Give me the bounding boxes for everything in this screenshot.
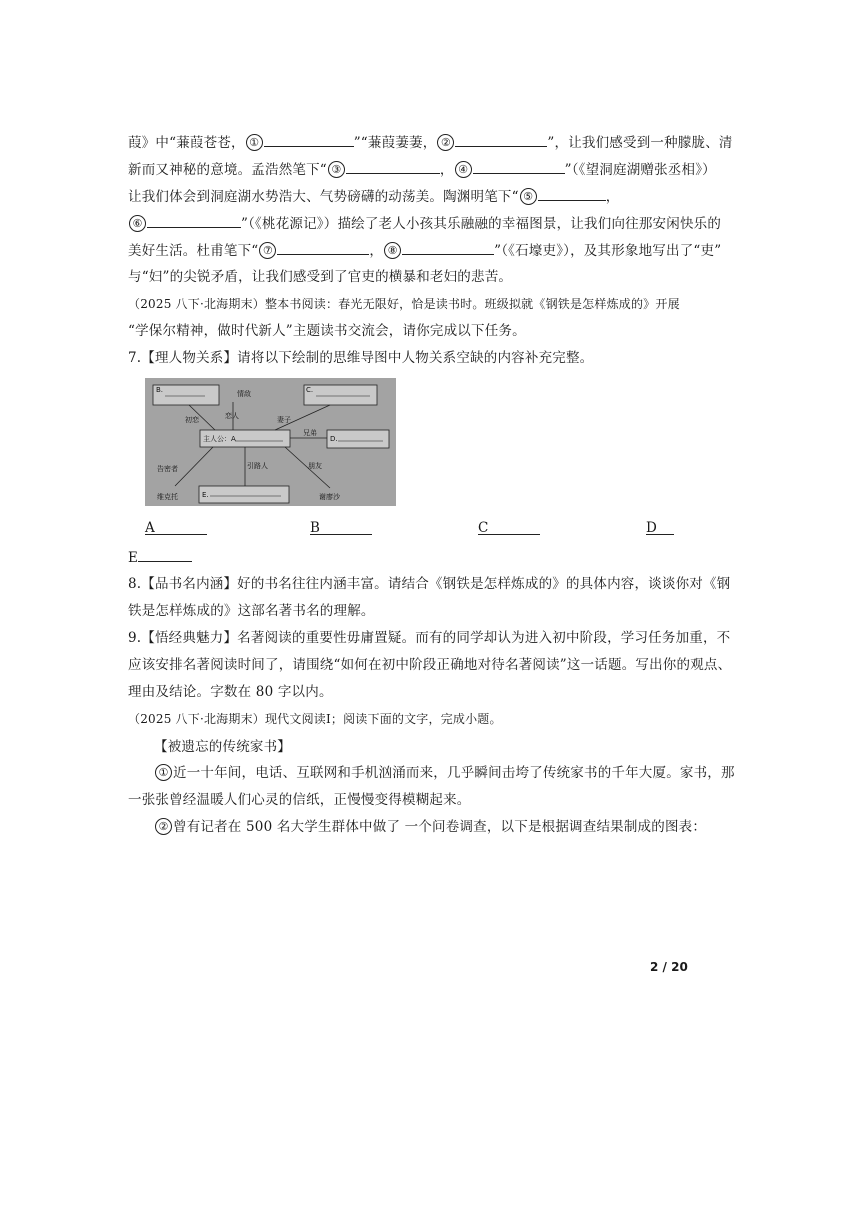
text-line: 与“妇”的尖锐矛盾，让我们感受到了官吏的横暴和老妇的悲苦。 <box>128 269 513 285</box>
text-segment: 新而又神秘的意境。孟浩然笔下“ <box>128 162 327 178</box>
relation-qingdi: 情敌 <box>237 390 251 398</box>
answer-blank[interactable] <box>538 186 606 201</box>
text-line: 一张张曾经温暖人们心灵的信纸，正慢慢变得模糊起来。 <box>128 792 471 808</box>
label-b: B. <box>156 386 164 394</box>
name-weikeduo: 维克托 <box>157 493 178 501</box>
label-c: C. <box>306 386 314 394</box>
text-line <box>128 547 688 568</box>
relation-xiongdi: 兄弟 <box>303 429 317 437</box>
label-d: D. <box>330 435 338 443</box>
question-7: 7.【理人物关系】请将以下绘制的思维导图中人物关系空缺的内容补充完整。 <box>128 350 594 366</box>
name-xieliaoxia: 谢廖沙 <box>319 493 340 501</box>
answer-blank[interactable] <box>646 520 674 535</box>
answer-label: D <box>646 520 657 536</box>
answer-label: A <box>145 520 155 536</box>
answer-blank[interactable] <box>264 132 354 147</box>
answer-blank[interactable] <box>473 159 565 174</box>
text-segment: ”，让我们感受到一种朦胧、清 <box>547 135 733 151</box>
answer-blank[interactable] <box>478 520 540 535</box>
text-segment: ”（《望洞庭湖赠张丞相》） <box>564 162 716 178</box>
text-segment: 让我们体会到洞庭湖水势浩大、气势磅礴的动荡美。陶渊明笔下“ <box>128 189 519 205</box>
circled-number: ② <box>155 818 172 835</box>
text-line <box>128 817 714 837</box>
question-8: 8.【品书名内涵】好的书名往往内涵丰富。请结合《钢铁是怎样炼成的》的具体内容，谈谈你对《钢 <box>128 576 731 592</box>
text-segment: ， <box>439 162 454 178</box>
character-mind-map <box>145 378 396 506</box>
answer-blank[interactable] <box>310 520 372 535</box>
relation-pengyou: 朋友 <box>308 462 322 470</box>
relation-gaomizhe: 告密者 <box>157 465 178 473</box>
text-line <box>128 159 716 180</box>
page-number: 2 / 20 <box>650 960 688 974</box>
answer-label: C <box>478 520 489 536</box>
relation-qizi: 妻子 <box>277 416 291 424</box>
text-line: “学保尔精神，做时代新人”主题读书交流会，请你完成以下任务。 <box>128 323 526 339</box>
label-center: 主人公：A <box>203 435 236 443</box>
text-segment: ”“蒹葭萋萋， <box>353 135 437 151</box>
text-line <box>128 186 688 207</box>
text-segment: 曾有记者在 500 名大学生群体中做了 一个问卷调查，以下是根据调查结果制成的图表： <box>173 819 707 835</box>
text-line: 理由及结论。字数在 80 字以内。 <box>128 684 333 700</box>
text-line: （2025 八下·北海期末）整本书阅读：春光无限好，恰是读书时。班级拟就《钢铁是怎样炼成的》开展 <box>128 297 680 311</box>
text-segment: 近一十年间，电话、互联网和手机汹涌而来，几乎瞬间击垮了传统家书的千年大厦。家书，那 <box>173 765 735 781</box>
answer-blank[interactable] <box>145 520 207 535</box>
text-segment: ， <box>605 189 620 205</box>
mind-map-svg <box>145 378 396 506</box>
text-segment: 美好生活。杜甫笔下“ <box>128 243 259 259</box>
circled-number: ⑦ <box>259 242 276 259</box>
circled-number: ④ <box>455 161 472 178</box>
text-line <box>128 213 722 234</box>
circled-number: ⑤ <box>520 188 537 205</box>
box-e <box>199 486 289 503</box>
article-title: 【被遗忘的传统家书】 <box>154 739 291 755</box>
question-9: 9.【悟经典魅力】名著阅读的重要性毋庸置疑。而有的同学却认为进入初中阶段，学习任务加重，不 <box>128 630 731 646</box>
answer-label: E <box>128 550 139 566</box>
answer-blank[interactable] <box>455 132 547 147</box>
answer-blank[interactable] <box>402 240 494 255</box>
circled-number: ① <box>246 134 263 151</box>
text-segment: ， <box>369 243 384 259</box>
relation-chulian: 初恋 <box>185 416 199 424</box>
box-c <box>304 385 377 405</box>
text-line <box>128 763 735 783</box>
answer-blank[interactable] <box>147 213 241 228</box>
circled-number: ① <box>155 764 172 781</box>
circled-number: ⑥ <box>129 215 146 232</box>
answer-blank[interactable] <box>346 159 440 174</box>
text-segment: 葭》中“蒹葭苍苍， <box>128 135 245 151</box>
text-line: 铁是怎样炼成的》这部名著书名的理解。 <box>128 603 375 619</box>
circled-number: ② <box>437 134 454 151</box>
text-line: （2025 八下·北海期末）现代文阅读Ⅰ；阅读下面的文字，完成小题。 <box>128 712 502 726</box>
text-line: 应该安排名著阅读时间了，请围绕“如何在初中阶段正确地对待名著阅读”这一话题。写出你的观点、 <box>128 657 732 673</box>
circled-number: ⑧ <box>384 242 401 259</box>
label-e: E. <box>202 491 209 499</box>
relation-yinluren: 引路人 <box>247 462 268 470</box>
answer-blank[interactable] <box>277 240 369 255</box>
text-line <box>128 132 733 153</box>
text-segment: ”（《石壕吏》），及其形象地写出了“吏” <box>494 243 722 259</box>
circled-number: ③ <box>328 161 345 178</box>
text-line <box>128 240 722 261</box>
answer-label: B <box>310 520 320 536</box>
relation-lianren: 恋人 <box>225 412 239 420</box>
answer-blank[interactable] <box>138 547 192 562</box>
answer-row <box>128 520 688 540</box>
text-segment: ”（《桃花源记》）描绘了老人小孩其乐融融的幸福图景，让我们向往那安闲快乐的 <box>241 216 722 232</box>
